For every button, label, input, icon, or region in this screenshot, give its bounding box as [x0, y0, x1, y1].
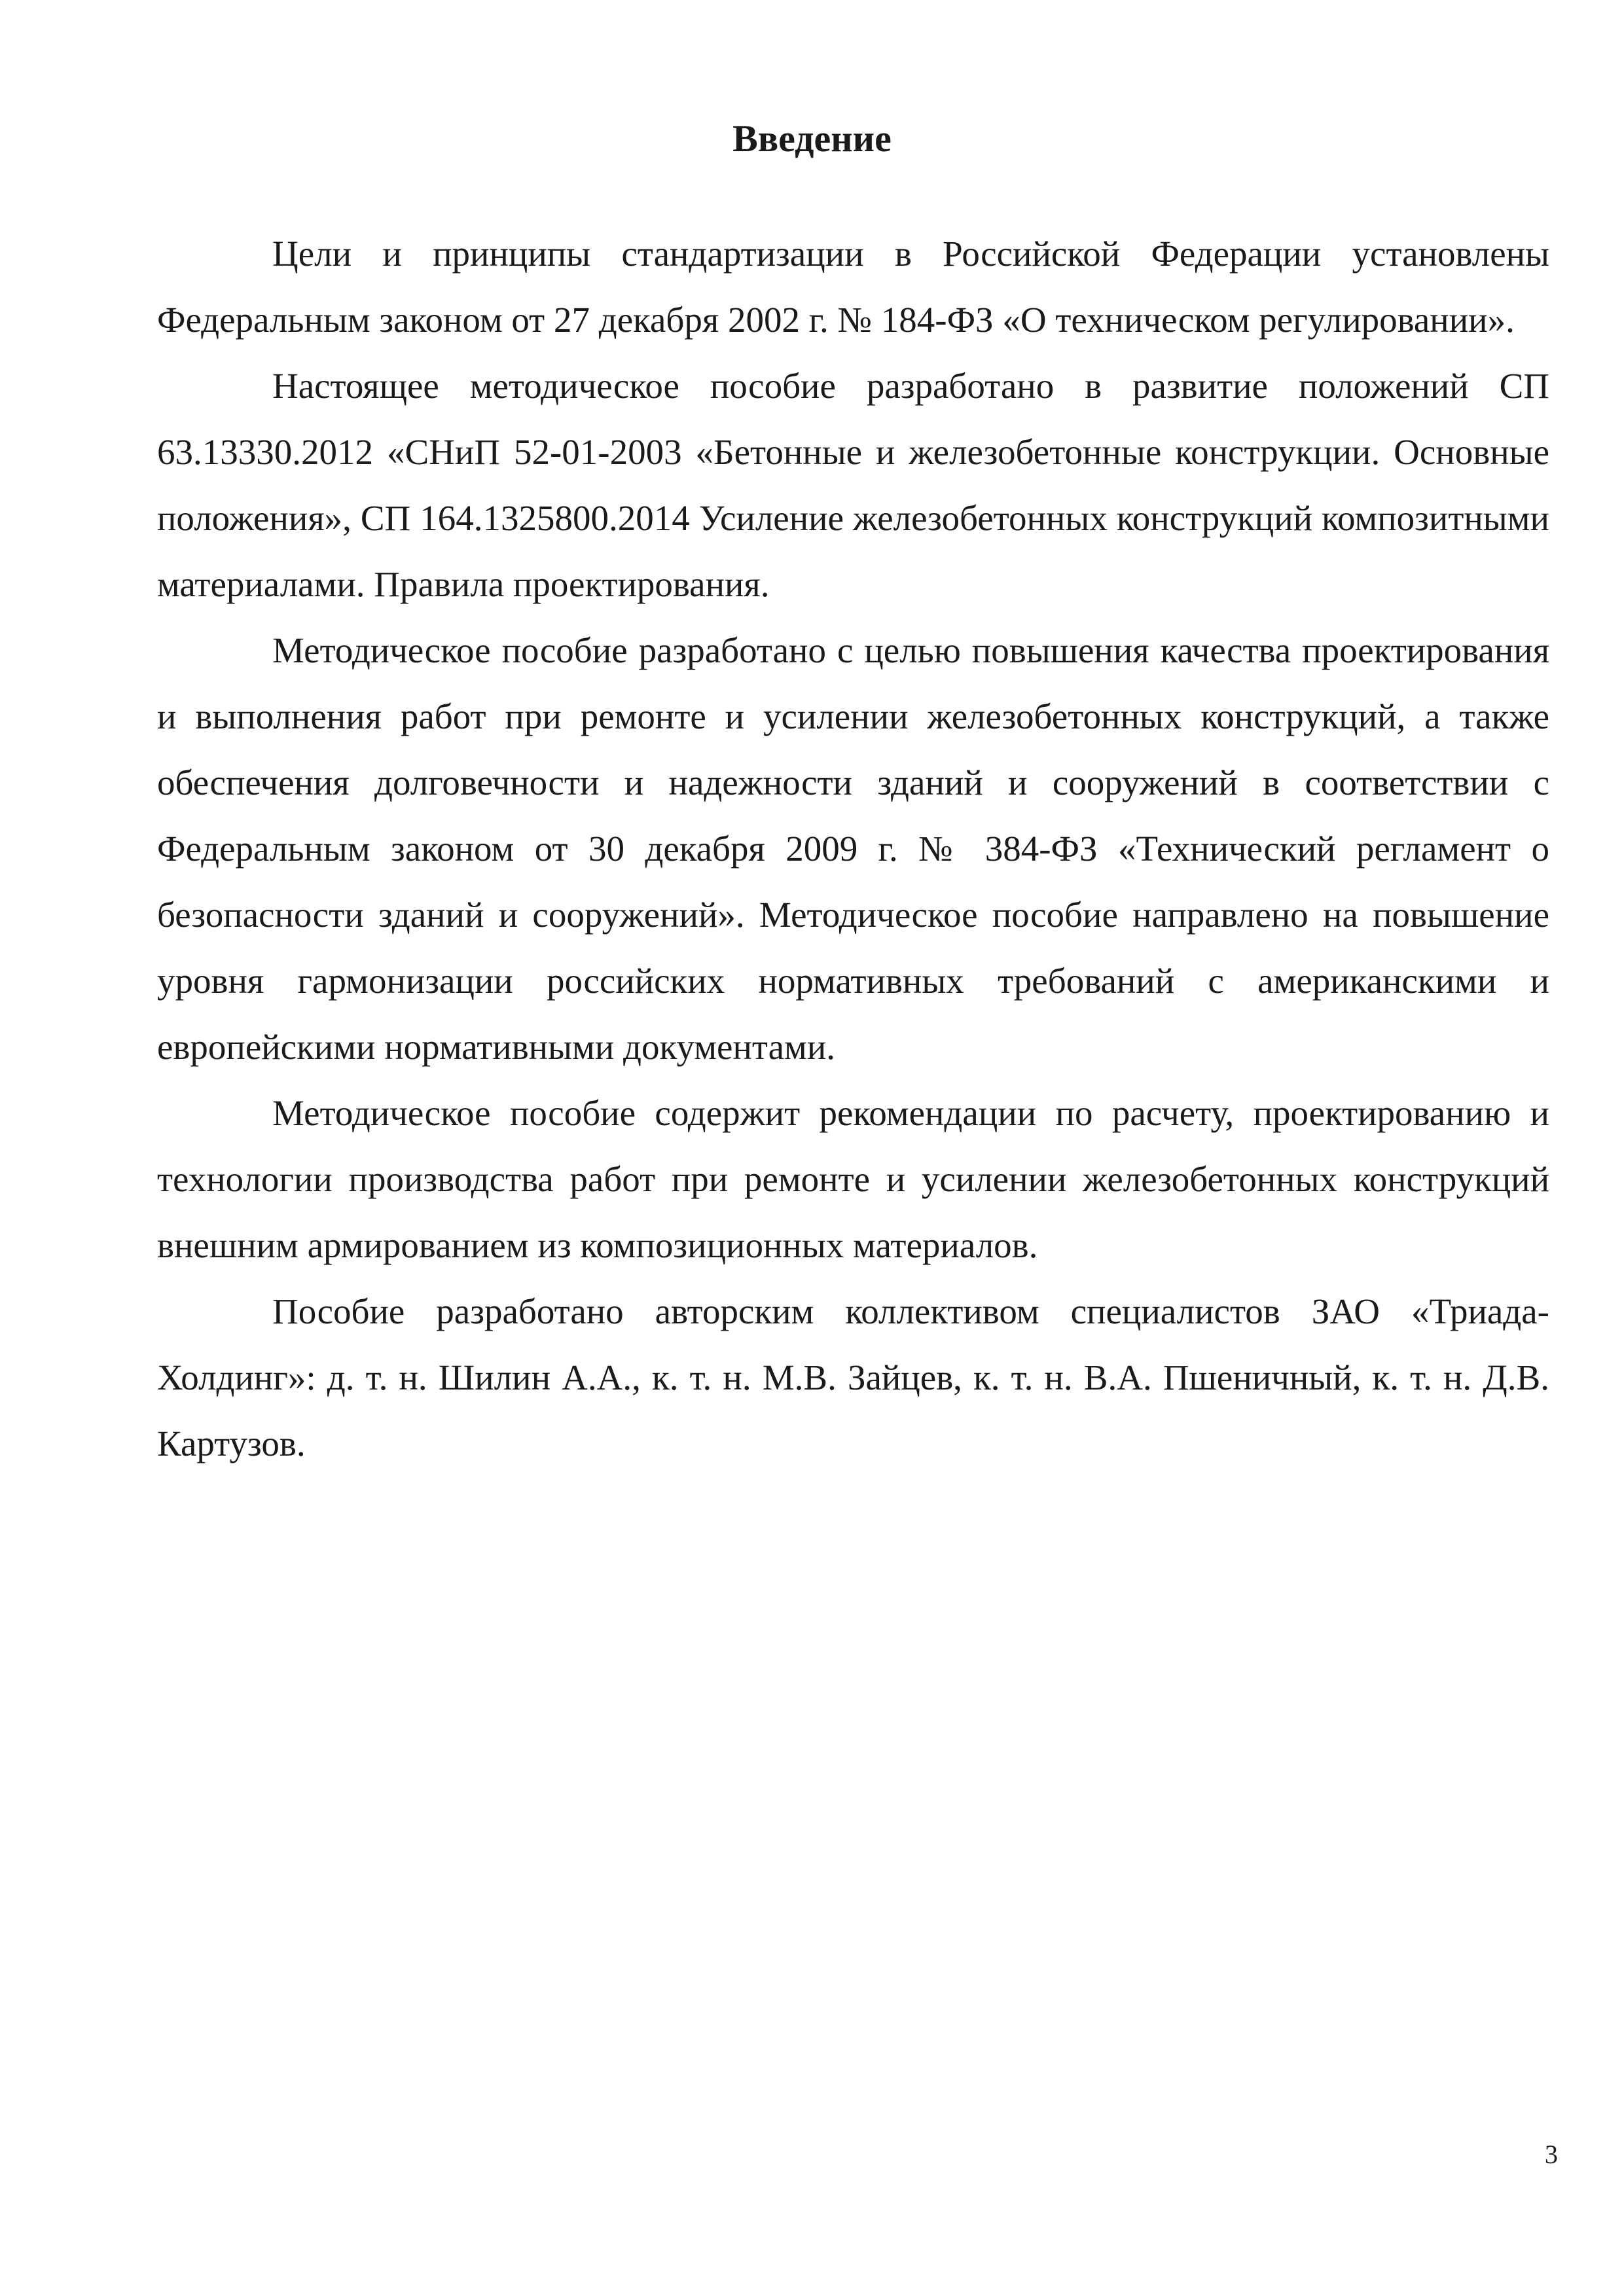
paragraph-authors: Пособие разработано авторским коллективом специалистов ЗАО «Триада-Холдинг»: д. т. н. Шилин А.А., к. т. н. М.В. Зайцев, к. т. н. В.А. Пшеничный, к. т. н. Д.В. Картузов.: [157, 1291, 1549, 1463]
body-text: [157, 221, 1549, 1477]
paragraph-manual-contents: Методическое пособие содержит рекомендации по расчету, проектированию и технологии производства работ при ремонте и усилении железобетонных конструкций внешним армированием из композиционных материалов.: [157, 1093, 1549, 1265]
paragraph-manual-basis: Настоящее методическое пособие разработано в развитие положений СП 63.13330.2012 «СНиП 52-01-2003 «Бетонные и железобетонные конструкции. Основные положения», СП 164.1325800.2014 Усиление железобетонных конструкций композитными материалами. Правила проектирования.: [157, 366, 1549, 604]
page-title: Введение: [732, 117, 892, 160]
paragraph-standardization-goals: Цели и принципы стандартизации в Российской Федерации установлены Федеральным законом от 27 декабря 2002 г. № 184-ФЗ «О техническом регулировании».: [157, 234, 1549, 340]
paragraph-manual-purpose: Методическое пособие разработано с целью повышения качества проектирования и выполнения работ при ремонте и усилении железобетонных конструкций, а также обеспечения долговечности и надежности зданий и сооружений в соответствии с Федеральным законом от 30 декабря 2009 г. № 384-ФЗ «Технический регламент о безопасности зданий и сооружений». Методическое пособие направлено на повышение уровня гармонизации российских нормативных требований с американскими и европейскими нормативными документами.: [157, 630, 1549, 1067]
page-number: 3: [1545, 2140, 1558, 2169]
